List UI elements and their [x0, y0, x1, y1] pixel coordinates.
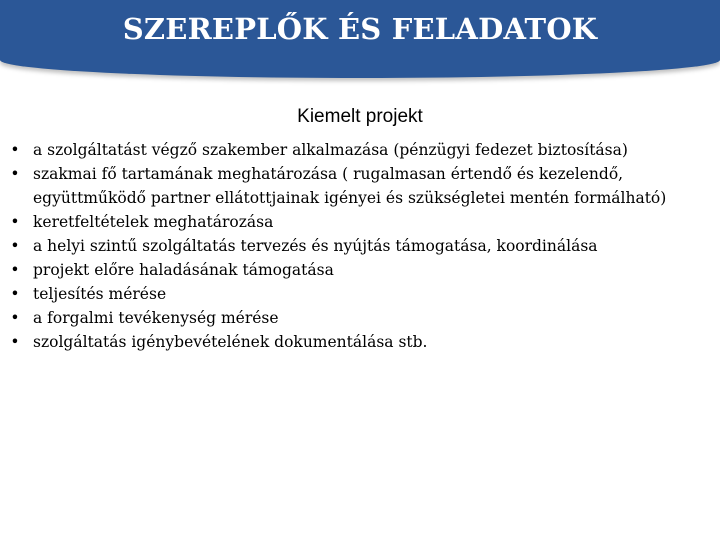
- slide-title: SZEREPLŐK ÉS FELADATOK: [122, 12, 598, 46]
- bullet-text: szolgáltatás igénybevételének dokumentálása stb.: [33, 333, 428, 351]
- bullet-text: a helyi szintű szolgáltatás tervezés és nyújtás támogatása, koordinálása: [33, 237, 598, 255]
- bullet-icon: •: [10, 141, 20, 159]
- bullet-text: a forgalmi tevékenység mérése: [33, 309, 279, 327]
- bullet-icon: •: [10, 309, 20, 327]
- bullet-icon: •: [10, 165, 20, 183]
- bullet-item: [8, 210, 708, 234]
- bullet-item: [8, 138, 708, 162]
- bullet-item: [8, 282, 708, 306]
- bullet-item: [8, 258, 708, 282]
- bullet-text: projekt előre haladásának támogatása: [33, 261, 334, 279]
- bullet-icon: •: [10, 333, 20, 351]
- bullet-item: [8, 306, 708, 330]
- slide-subtitle: Kiemelt projekt: [297, 106, 423, 127]
- bullet-item: [8, 162, 708, 210]
- bullet-icon: •: [10, 285, 20, 303]
- bullet-item: [8, 234, 708, 258]
- bullet-text: a szolgáltatást végző szakember alkalmazása (pénzügyi fedezet biztosítása): [33, 141, 628, 159]
- bullet-list: [8, 138, 708, 354]
- bullet-text: teljesítés mérése: [33, 285, 167, 303]
- bullet-icon: •: [10, 237, 20, 255]
- bullet-icon: •: [10, 261, 20, 279]
- bullet-icon: •: [10, 213, 20, 231]
- bullet-item: [8, 330, 708, 354]
- bullet-text: keretfeltételek meghatározása: [33, 213, 274, 231]
- bullet-text: szakmai fő tartamának meghatározása ( rugalmasan értendő és kezelendő, együttműködő partner ellátottjainak igényei és szükségletei mentén formálható): [33, 165, 667, 207]
